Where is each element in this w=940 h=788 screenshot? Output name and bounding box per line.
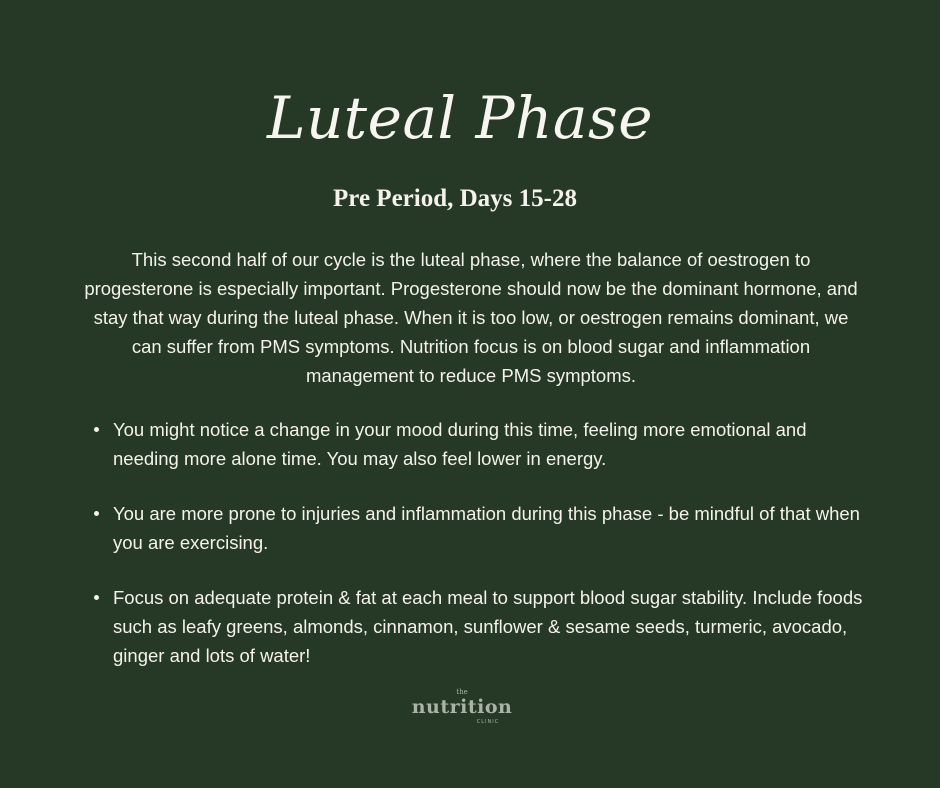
logo-the-text: the bbox=[456, 688, 468, 696]
bullet-icon bbox=[94, 511, 99, 516]
logo-clinic-text: CLINIC bbox=[476, 719, 500, 725]
list-item-text: You might notice a change in your mood during this time, feeling more emotional and needing more alone time. You may also feel lower in energy. bbox=[113, 419, 807, 469]
intro-paragraph: This second half of our cycle is the luteal phase, where the balance of oestrogen to progesterone is especially important. Progesterone should now be the dominant hormone, and stay that way during the luteal phase. When it is too low, or oestrogen remains dominant, we can suffer from PMS symptoms. Nutrition focus is on blood sugar and inflammation management to reduce PMS symptoms. bbox=[84, 249, 858, 386]
bullet-icon bbox=[94, 595, 99, 600]
list-item-text: Focus on adequate protein & fat at each meal to support blood sugar stability. Include foods such as leafy greens, almonds, cinnamon, sunflower & sesame seeds, turmeric, avocado, ginger and lots of water! bbox=[113, 587, 863, 666]
page-subtitle: Pre Period, Days 15-28 bbox=[333, 185, 577, 212]
brand-logo bbox=[410, 688, 530, 732]
page-title: Luteal Phase bbox=[266, 84, 654, 152]
tips-list bbox=[92, 415, 872, 696]
list-item bbox=[92, 415, 872, 473]
list-item-text: You are more prone to injuries and inflammation during this phase - be mindful of that when you are exercising. bbox=[113, 503, 860, 553]
list-item bbox=[92, 583, 872, 670]
logo-main-text: nutrition bbox=[411, 696, 513, 718]
list-item bbox=[92, 499, 872, 557]
bullet-icon bbox=[94, 427, 99, 432]
